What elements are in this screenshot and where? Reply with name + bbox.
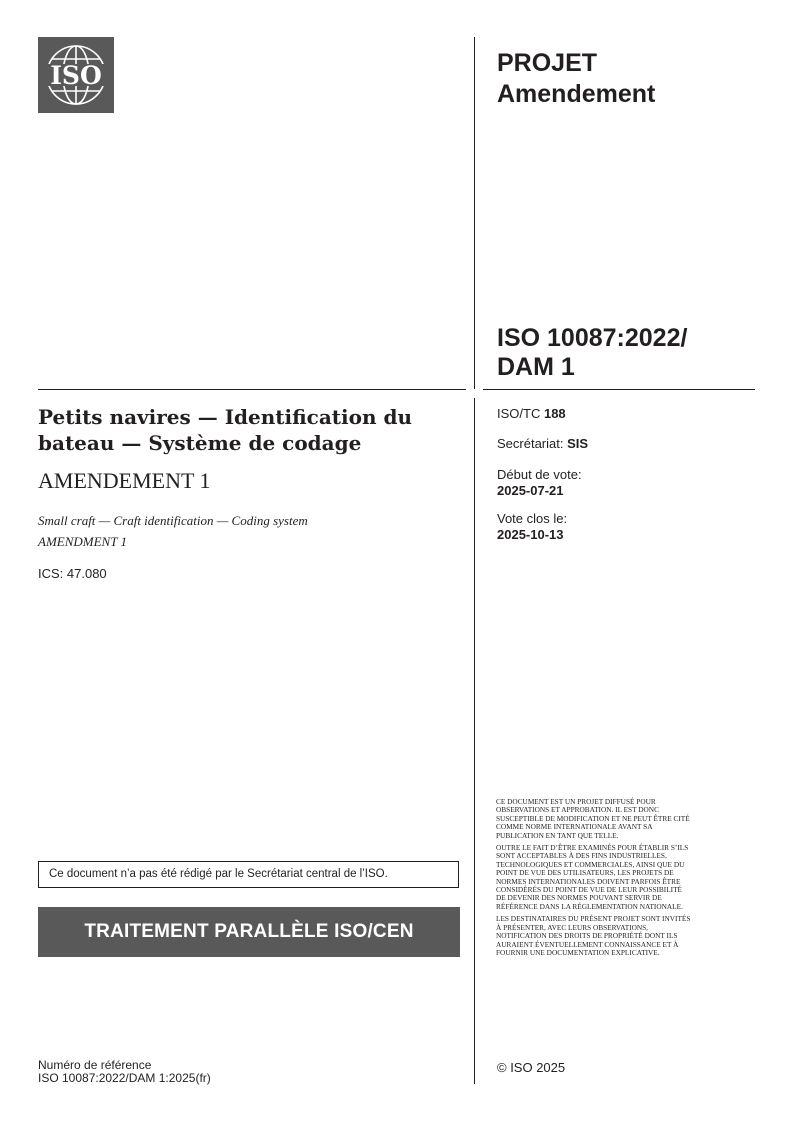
english-title-block <box>38 510 308 552</box>
vertical-rule-top <box>474 37 475 389</box>
iso-globe-logo-icon <box>38 37 114 113</box>
ics-code: ICS: 47.080 <box>38 566 107 581</box>
technical-committee <box>497 406 566 422</box>
vote-start-value: 2025-07-21 <box>497 483 564 498</box>
parallel-processing-banner: TRAITEMENT PARALLÈLE ISO/CEN <box>38 907 460 957</box>
document-stage <box>497 48 655 110</box>
disclaimer-paragraph-2: OUTRE LE FAIT D’ÊTRE EXAMINÉS POUR ÉTABLIR S’ILS SONT ACCEPTABLES À DES FINS INDUSTRIELLES, TECHNOLOGIQUES ET COMMERCIALES, AINSI QUE DU POINT DE VUE DES UTILISATEURS, LES PROJETS DE NORMES INTERNATIONALES DOIVENT PARFOIS ÊTRE CONSIDÉRÉS DU POINT DE VUE DE LEUR POSSIBILITÉ DE DEVENIR DES NORMES POUVANT SERVIR DE RÉFÉRENCE DANS LA RÉGLEMENTATION NATIONALE. <box>496 843 689 911</box>
vote-start-label: Début de vote: <box>497 467 582 482</box>
tc-label: ISO/TC <box>497 406 541 421</box>
disclaimer-paragraph-1: CE DOCUMENT EST UN PROJET DIFFUSÉ POUR OBSERVATIONS ET APPROBATION. IL EST DONC SUSCEPTIBLE DE MODIFICATION ET NE PEUT ÊTRE CITÉ COMME NORME INTERNATIONALE AVANT SA PUBLICATION EN TANT QUE TELLE. <box>496 797 690 840</box>
iso-logo-text: ISO <box>50 61 102 90</box>
stage-line-2: Amendement <box>497 80 656 108</box>
english-title: Small craft — Craft identification — Coding system <box>38 513 308 528</box>
vote-end-label: Vote clos le: <box>497 511 568 526</box>
secretariat <box>497 436 588 452</box>
secretariat-value: SIS <box>567 436 589 451</box>
reference-value: ISO 10087:2022/DAM 1:2025(fr) <box>38 1071 211 1085</box>
standard-number-line-1: ISO 10087:2022/ <box>497 324 688 352</box>
iso-logo <box>38 37 114 113</box>
secretariat-label: Secrétariat: <box>497 436 564 451</box>
horizontal-rule-left <box>38 389 466 390</box>
standard-number <box>497 324 687 382</box>
tc-value: 188 <box>543 406 566 421</box>
french-title: Petits navires — Identification du bateau — Système de codage <box>38 405 413 455</box>
copyright: © ISO 2025 <box>497 1060 566 1075</box>
french-amendment-label: AMENDEMENT 1 <box>38 468 211 493</box>
stage-line-1: PROJET <box>497 49 598 77</box>
vote-end-value: 2025-10-13 <box>497 527 564 542</box>
horizontal-rule-right <box>483 389 755 390</box>
reference-label: Numéro de référence <box>38 1058 152 1072</box>
central-secretariat-notice: Ce document n’a pas été rédigé par le Secrétariat central de l’ISO. <box>38 861 459 888</box>
draft-disclaimer <box>496 798 691 961</box>
english-amendment-label: AMENDMENT 1 <box>38 534 127 549</box>
disclaimer-paragraph-3: LES DESTINATAIRES DU PRÉSENT PROJET SONT INVITÉS À PRÉSENTER, AVEC LEURS OBSERVATIONS, NOTIFICATION DES DROITS DE PROPRIÉTÉ DONT ILS AURAIENT ÉVENTUELLEMENT CONNAISSANCE ET À FOURNIR UNE DOCUMENTATION EXPLICATIVE. <box>496 914 691 957</box>
vote-end <box>497 511 567 543</box>
vote-start <box>497 467 582 499</box>
standard-number-line-2: DAM 1 <box>497 353 575 381</box>
reference-number <box>38 1059 211 1085</box>
vertical-rule-bottom <box>474 398 475 1084</box>
